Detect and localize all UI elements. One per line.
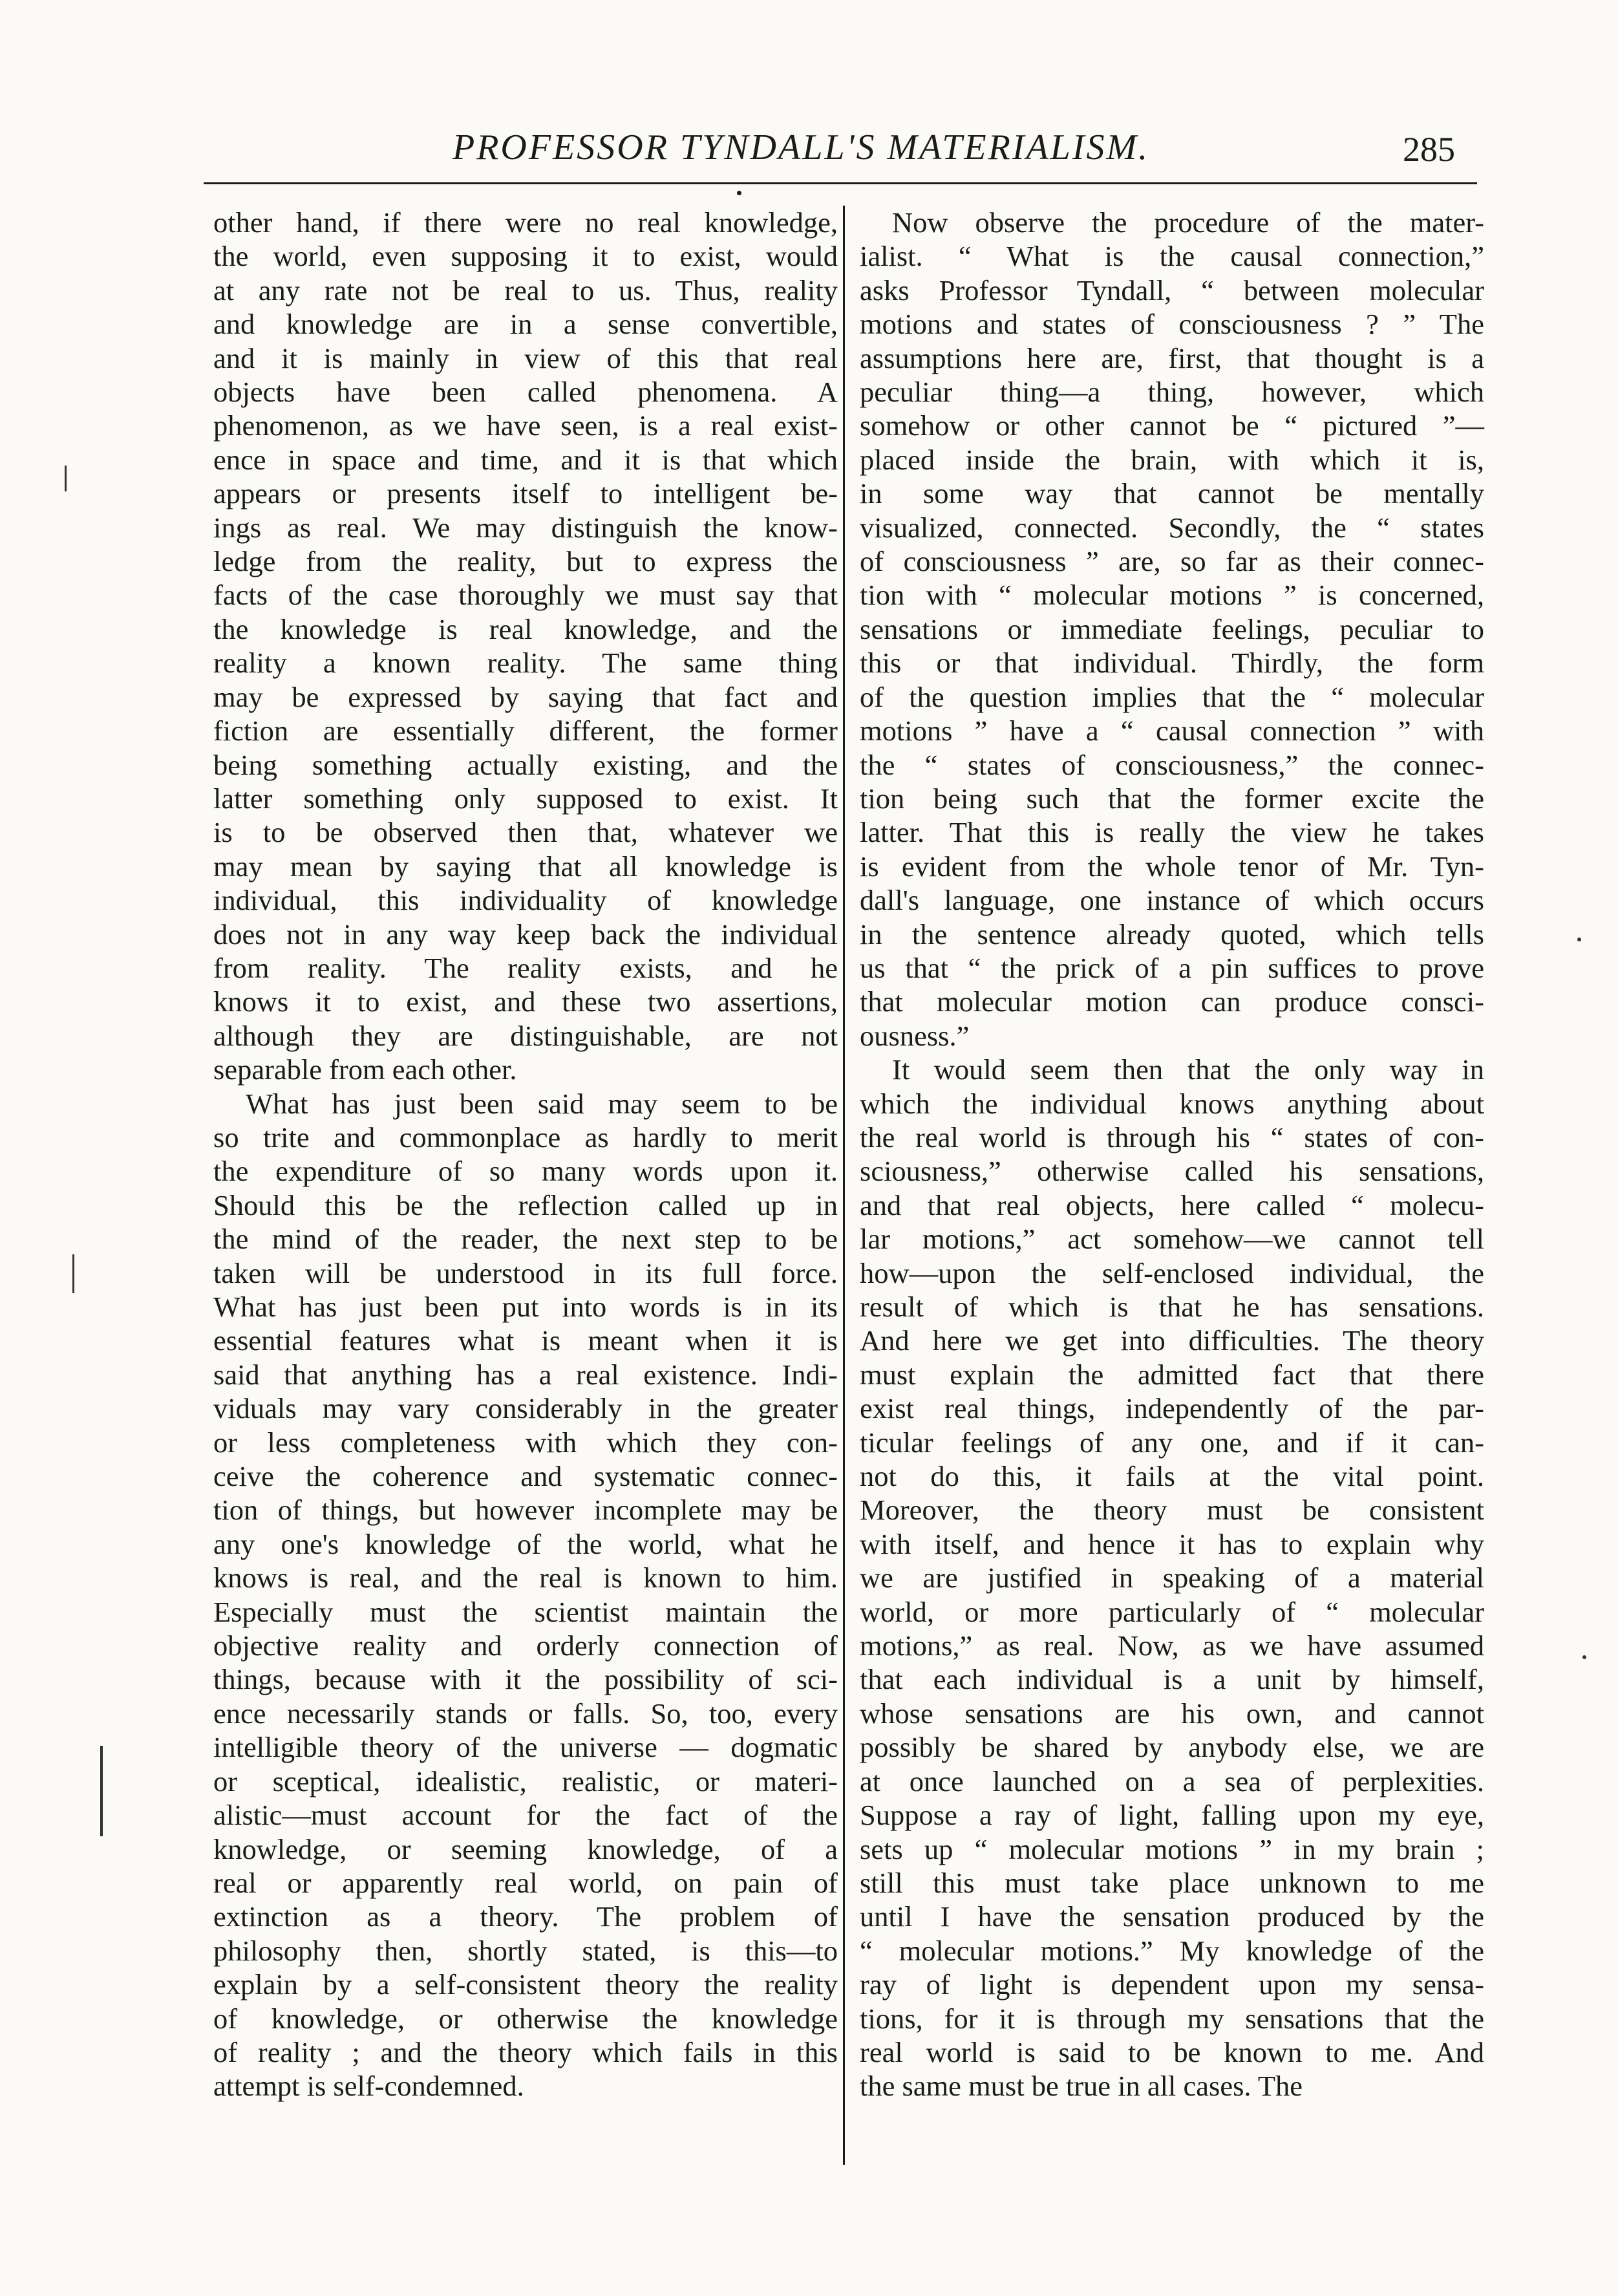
text-line: ticular feelings of any one, and if it can-	[860, 1426, 1484, 1459]
text-line: What has just been said may seem to be	[246, 1087, 838, 1120]
text-line: must explain the admitted fact that there	[860, 1358, 1484, 1391]
text-line: asks Professor Tyndall, “ between molecular	[860, 274, 1484, 306]
text-line: real world is said to be known to me. And	[860, 2035, 1484, 2068]
paragraph	[213, 1087, 838, 2103]
margin-mark	[65, 466, 67, 491]
text-line: latter something only supposed to exist. It	[213, 782, 838, 815]
header-dot	[737, 191, 741, 195]
text-line: motions,” as real. Now, as we have assumed	[860, 1629, 1484, 1662]
text-line: ence necessarily stands or falls. So, too, every	[213, 1697, 838, 1730]
text-line: knows is real, and the real is known to him.	[213, 1561, 838, 1594]
right-column	[860, 206, 1484, 2103]
text-line: appears or presents itself to intelligent be-	[213, 477, 838, 510]
text-line: any one's knowledge of the world, what he	[213, 1527, 838, 1560]
text-line: with itself, and hence it has to explain why	[860, 1527, 1484, 1560]
text-line: may mean by saying that all knowledge is	[213, 850, 838, 883]
text-line: Should this be the reflection called up in	[213, 1188, 838, 1221]
text-line: sets up “ molecular motions ” in my brain ;	[860, 1832, 1484, 1865]
text-line: of consciousness ” are, so far as their connec-	[860, 545, 1484, 578]
text-line: being something actually existing, and the	[213, 748, 838, 781]
text-line: latter. That this is really the view he takes	[860, 816, 1484, 849]
text-line: tions, for it is through my sensations that the	[860, 2002, 1484, 2035]
text-line: philosophy then, shortly stated, is this—to	[213, 1934, 838, 1967]
text-line: or sceptical, idealistic, realistic, or materi-	[213, 1765, 838, 1797]
text-line: sciousness,” otherwise called his sensations,	[860, 1155, 1484, 1188]
text-line: tion being such that the former excite the	[860, 782, 1484, 815]
text-line: in the sentence already quoted, which tells	[860, 917, 1484, 950]
text-line: motions and states of consciousness ? ” The	[860, 308, 1484, 341]
text-line: facts of the case thoroughly we must say that	[213, 579, 838, 612]
paragraph	[860, 1053, 1484, 2103]
margin-mark	[1577, 938, 1581, 941]
text-line: is to be observed then that, whatever we	[213, 816, 838, 849]
text-line: taken will be understood in its full force.	[213, 1256, 838, 1289]
text-line: ialist. “ What is the causal connection,”	[860, 240, 1484, 273]
text-line: tion of things, but however incomplete may be	[213, 1494, 838, 1527]
text-line: of knowledge, or otherwise the knowledge	[213, 2002, 838, 2035]
text-line: assumptions here are, first, that thought is a	[860, 341, 1484, 374]
paragraph	[860, 206, 1484, 1053]
text-line: placed inside the brain, with which it is,	[860, 443, 1484, 476]
text-line: attempt is self-condemned.	[213, 2070, 524, 2103]
text-line: real or apparently real world, on pain of	[213, 1866, 838, 1899]
text-line: still this must take place unknown to me	[860, 1866, 1484, 1899]
text-line: Now observe the procedure of the mater-	[892, 206, 1484, 239]
text-line: viduals may vary considerably in the greater	[213, 1392, 838, 1425]
text-line: knows it to exist, and these two assertions,	[213, 985, 838, 1018]
margin-mark	[72, 1254, 74, 1293]
text-line: somehow or other cannot be “ pictured ”—	[860, 409, 1484, 442]
text-line: the mind of the reader, the next step to be	[213, 1223, 838, 1256]
text-line: or less completeness with which they con-	[213, 1426, 838, 1459]
text-line: although they are distinguishable, are not	[213, 1019, 838, 1052]
text-line: visualized, connected. Secondly, the “ states	[860, 511, 1484, 544]
text-line: essential features what is meant when it is	[213, 1324, 838, 1357]
text-line: reality a known reality. The same thing	[213, 647, 838, 680]
text-line: and that real objects, here called “ molecu-	[860, 1188, 1484, 1221]
text-line: the expenditure of so many words upon it.	[213, 1155, 838, 1188]
text-line: how—upon the self-enclosed individual, the	[860, 1256, 1484, 1289]
text-line: motions ” have a “ causal connection ” with	[860, 714, 1484, 747]
text-line: may be expressed by saying that fact and	[213, 680, 838, 713]
text-line: objective reality and orderly connection of	[213, 1629, 838, 1662]
text-line: explain by a self-consistent theory the reality	[213, 1968, 838, 2001]
text-line: not do this, it fails at the vital point.	[860, 1460, 1484, 1493]
text-line: at any rate not be real to us. Thus, reality	[213, 274, 838, 306]
text-line: that each individual is a unit by himself,	[860, 1663, 1484, 1696]
text-line: tion with “ molecular motions ” is concerned,	[860, 579, 1484, 612]
text-line: the same must be true in all cases. The	[860, 2070, 1303, 2103]
text-line: of the question implies that the “ molecular	[860, 680, 1484, 713]
text-line: peculiar thing—a thing, however, which	[860, 376, 1484, 409]
text-line: the world, even supposing it to exist, would	[213, 240, 838, 273]
text-line: other hand, if there were no real knowledge,	[213, 206, 838, 239]
text-line: ence in space and time, and it is that which	[213, 443, 838, 476]
text-line: is evident from the whole tenor of Mr. Tyn-	[860, 850, 1484, 883]
margin-mark	[100, 1746, 103, 1836]
text-line: the knowledge is real knowledge, and the	[213, 612, 838, 645]
text-line: It would seem then that the only way in	[892, 1053, 1484, 1086]
text-line: and knowledge are in a sense convertible,	[213, 308, 838, 341]
text-line: and it is mainly in view of this that real	[213, 341, 838, 374]
text-line: ray of light is dependent upon my sensa-	[860, 1968, 1484, 2001]
text-line: possibly be shared by anybody else, we are	[860, 1731, 1484, 1764]
text-line: the “ states of consciousness,” the connec-	[860, 748, 1484, 781]
text-line: at once launched on a sea of perplexities.	[860, 1765, 1484, 1797]
text-line: we are justified in speaking of a material	[860, 1561, 1484, 1594]
text-line: What has just been put into words is in its	[213, 1291, 838, 1323]
text-line: this or that individual. Thirdly, the form	[860, 647, 1484, 680]
text-line: knowledge, or seeming knowledge, of a	[213, 1832, 838, 1865]
text-line: things, because with it the possibility of sci-	[213, 1663, 838, 1696]
text-line: until I have the sensation produced by the	[860, 1900, 1484, 1933]
text-line: Suppose a ray of light, falling upon my eye,	[860, 1799, 1484, 1832]
text-line: individual, this individuality of knowledge	[213, 884, 838, 917]
text-line: us that “ the prick of a pin suffices to prove	[860, 951, 1484, 984]
text-line: And here we get into difficulties. The theory	[860, 1324, 1484, 1357]
text-line: Moreover, the theory must be consistent	[860, 1494, 1484, 1527]
header-rule	[204, 182, 1477, 184]
running-head-title: PROFESSOR TYNDALL'S MATERIALISM.	[452, 127, 1150, 167]
text-line: fiction are essentially different, the former	[213, 714, 838, 747]
text-line: objects have been called phenomena. A	[213, 376, 838, 409]
text-line: exist real things, independently of the par-	[860, 1392, 1484, 1425]
text-line: phenomenon, as we have seen, is a real exist-	[213, 409, 838, 442]
paragraph	[213, 206, 838, 1087]
text-line: ledge from the reality, but to express the	[213, 545, 838, 578]
text-line: ings as real. We may distinguish the know-	[213, 511, 838, 544]
text-line: “ molecular motions.” My knowledge of the	[860, 1934, 1484, 1967]
text-line: in some way that cannot be mentally	[860, 477, 1484, 510]
page-number: 285	[1403, 130, 1455, 169]
margin-mark	[1582, 1655, 1586, 1659]
text-line: that molecular motion can produce consci-	[860, 985, 1484, 1018]
text-line: whose sensations are his own, and cannot	[860, 1697, 1484, 1730]
text-line: ceive the coherence and systematic connec-	[213, 1460, 838, 1493]
text-line: result of which is that he has sensations.	[860, 1291, 1484, 1323]
text-line: of reality ; and the theory which fails in this	[213, 2035, 838, 2068]
left-column	[213, 206, 838, 2103]
text-line: does not in any way keep back the individual	[213, 917, 838, 950]
text-line: intelligible theory of the universe — dogmatic	[213, 1731, 838, 1764]
text-line: extinction as a theory. The problem of	[213, 1900, 838, 1933]
text-line: from reality. The reality exists, and he	[213, 951, 838, 984]
text-line: lar motions,” act somehow—we cannot tell	[860, 1223, 1484, 1256]
text-line: sensations or immediate feelings, peculiar to	[860, 612, 1484, 645]
text-line: so trite and commonplace as hardly to merit	[213, 1121, 838, 1153]
text-line: world, or more particularly of “ molecular	[860, 1595, 1484, 1628]
text-line: which the individual knows anything about	[860, 1087, 1484, 1120]
text-line: alistic—must account for the fact of the	[213, 1799, 838, 1832]
text-line: said that anything has a real existence. Indi-	[213, 1358, 838, 1391]
text-line: Especially must the scientist maintain the	[213, 1595, 838, 1628]
column-divider	[843, 206, 845, 2165]
text-line: the real world is through his “ states of con-	[860, 1121, 1484, 1153]
text-line: ousness.”	[860, 1019, 970, 1052]
text-line: dall's language, one instance of which occurs	[860, 884, 1484, 917]
text-line: separable from each other.	[213, 1053, 517, 1086]
